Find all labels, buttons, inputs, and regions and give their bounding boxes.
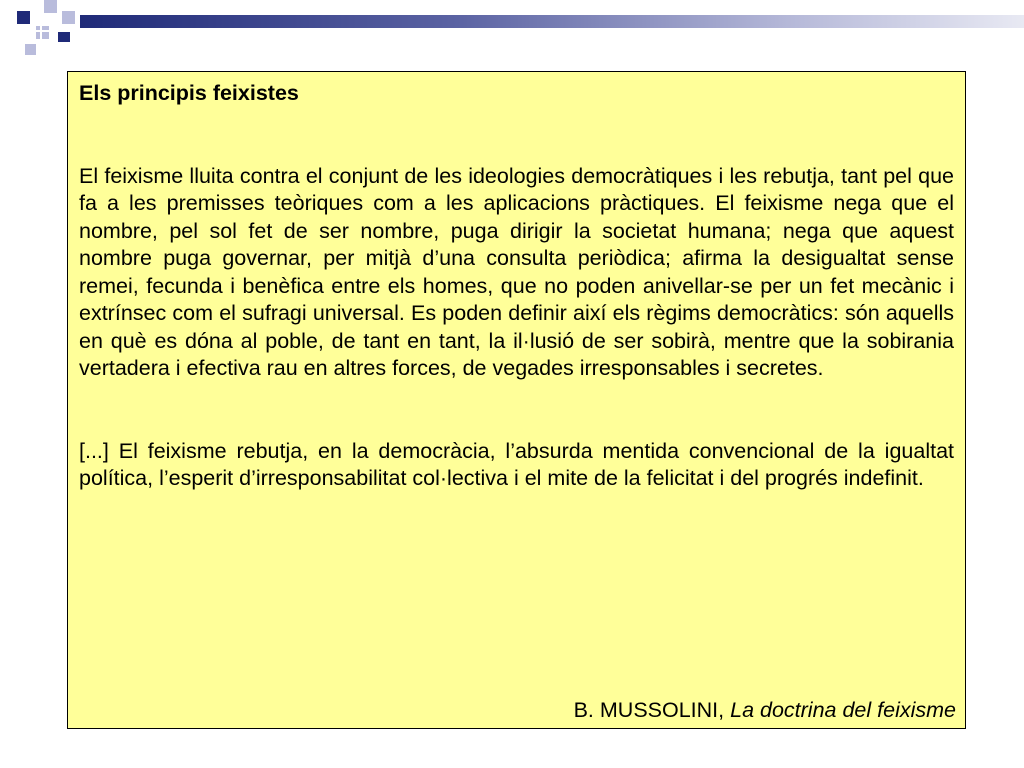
decor-square-lavender <box>62 11 75 24</box>
signature-author: B. MUSSOLINI, <box>573 697 725 722</box>
header-gradient-bar <box>80 15 1024 28</box>
paragraph-1: El feixisme lluita contra el conjunt de les ideologies democràtiques i les rebutja, tant pel que fa a les premisses teòriques com a les aplicacions pràctiques. El feixisme nega que el nombre, pel sol fet de ser nombre, puga dirigir la societat humana; nega que aquest nombre puga governar, per mitjà d’una consulta periòdica; afirma la desigualtat sense remei, fecunda i benèfica entre els homes, que no poden anivellar-se per un fet mecànic i extrínsec com el sufragi universal. Es poden definir així els règims democràtics: són aquells en què es dóna al poble, de tant en tant, la il·lusió de ser sobirà, mentre que la sobirania vertadera i efectiva rau en altres forces, de vegades irresponsables i secretes. <box>79 163 954 380</box>
decor-square-lavender <box>36 26 49 39</box>
decor-square-lavender <box>25 44 36 55</box>
decor-divider-vertical <box>40 0 42 58</box>
decor-square-navy <box>17 11 30 24</box>
quote-text-box <box>67 71 966 729</box>
signature-work: La doctrina del feixisme <box>730 697 956 722</box>
decor-divider-horizontal <box>0 30 80 32</box>
box-title: Els principis feixistes <box>79 81 299 105</box>
decor-square-lavender <box>44 0 57 13</box>
paragraph-2: [...] El feixisme rebutja, en la democràcia, l’absurda mentida convencional de la igualtat política, l’esperit d’irresponsabilitat col·lectiva i el mite de la felicitat i del progrés indefinit. <box>79 438 954 490</box>
signature <box>574 697 956 725</box>
